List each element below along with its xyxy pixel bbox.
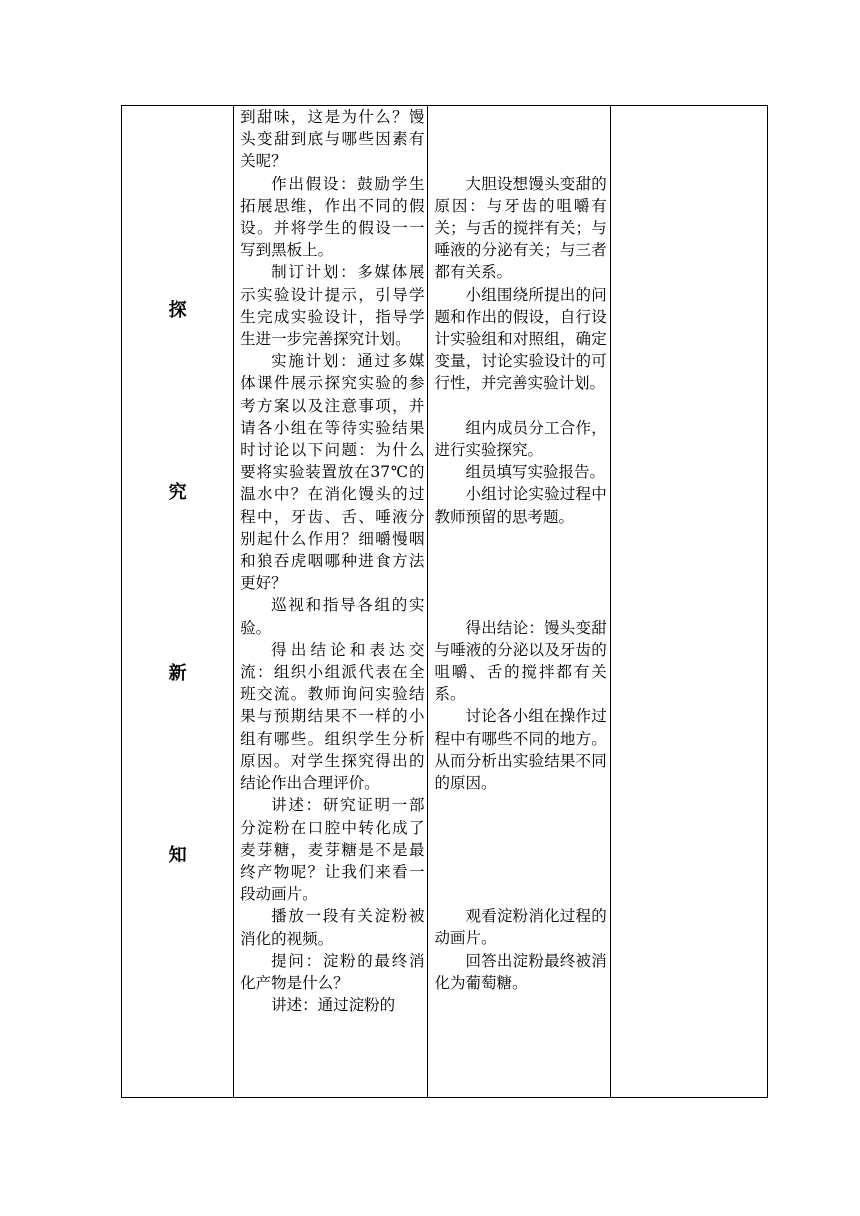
teacher-paragraph: 讲述：通过淀粉的 [271, 996, 396, 1015]
stage-char: 新 [168, 663, 187, 684]
student-paragraph: 得出结论：馒头变甜与唾液的分泌以及牙齿的咀嚼、舌的搅拌都有关系。 [434, 618, 607, 704]
notes-cell [610, 106, 767, 1098]
stage-char: 探 [168, 300, 187, 321]
teacher-paragraph: 得出结论和表达交流：组织小组派代表在全班交流。教师询问实验结果与预期结果不一样的小组有哪些。组织学生分析原因。对学生探究得出的结论作出合理评价。 [240, 640, 425, 793]
teacher-paragraph: 提问：淀粉的最终消化产物是什么？ [240, 951, 425, 992]
teacher-paragraph: 巡视和指导各组的实验。 [240, 596, 425, 637]
teacher-activity-text [234, 106, 427, 1016]
stage-label [122, 106, 233, 1097]
student-paragraph: 组员填写实验报告。 [465, 463, 605, 482]
student-activity-text [428, 173, 609, 994]
lesson-plan-table [121, 105, 768, 1098]
teacher-paragraph: 播放一段有关淀粉被消化的视频。 [240, 907, 425, 948]
student-paragraph: 观看淀粉消化过程的动画片。 [434, 907, 607, 948]
student-paragraph: 组内成员分工合作，进行实验探究。 [434, 418, 607, 460]
table-row [122, 106, 768, 1098]
student-paragraph: 小组围绕所提出的问题和作出的假设，自行设计实验组和对照组，确定变量，讨论实验设计的可行性，并完善实验计划。 [434, 285, 607, 393]
teacher-paragraph: 实施计划：通过多媒体课件展示探究实验的参考方案以及注意事项，并请各小组在等待实验结果时讨论以下问题：为什么要将实验装置放在37℃的温水中？在消化馒头的过程中，牙齿、舌、唾液分别起什么作用？细嚼慢咽和狼吞虎咽哪种进食方法更好？ [240, 352, 425, 593]
student-paragraph: 回答出淀粉最终被消化为葡萄糖。 [434, 951, 607, 992]
teacher-paragraph: 到甜味，这是为什么？馒头变甜到底与哪些因素有关呢？ [240, 108, 425, 171]
student-paragraph: 讨论各小组在操作过程中有哪些不同的地方。从而分析出实验结果不同的原因。 [434, 707, 607, 793]
student-activity-cell [428, 106, 610, 1098]
teacher-paragraph: 制订计划：多媒体展示实验设计提示，引导学生完成实验设计，指导学生进一步完善探究计划。 [240, 263, 425, 349]
teacher-paragraph: 讲述：研究证明一部分淀粉在口腔中转化成了麦芽糖，麦芽糖是不是最终产物呢？让我们来看一段动画片。 [240, 796, 425, 904]
student-paragraph: 小组讨论实验过程中教师预留的思考题。 [434, 485, 607, 526]
stage-cell [122, 106, 234, 1098]
student-paragraph: 大胆设想馒头变甜的原因：与牙齿的咀嚼有关；与舌的搅拌有关；与唾液的分泌有关；与三者都有关系。 [434, 174, 607, 282]
stage-char: 知 [168, 845, 187, 866]
stage-char: 究 [168, 482, 187, 503]
teacher-activity-cell [234, 106, 428, 1098]
teacher-paragraph: 作出假设：鼓励学生拓展思维，作出不同的假设。并将学生的假设一一写到黑板上。 [240, 174, 425, 260]
